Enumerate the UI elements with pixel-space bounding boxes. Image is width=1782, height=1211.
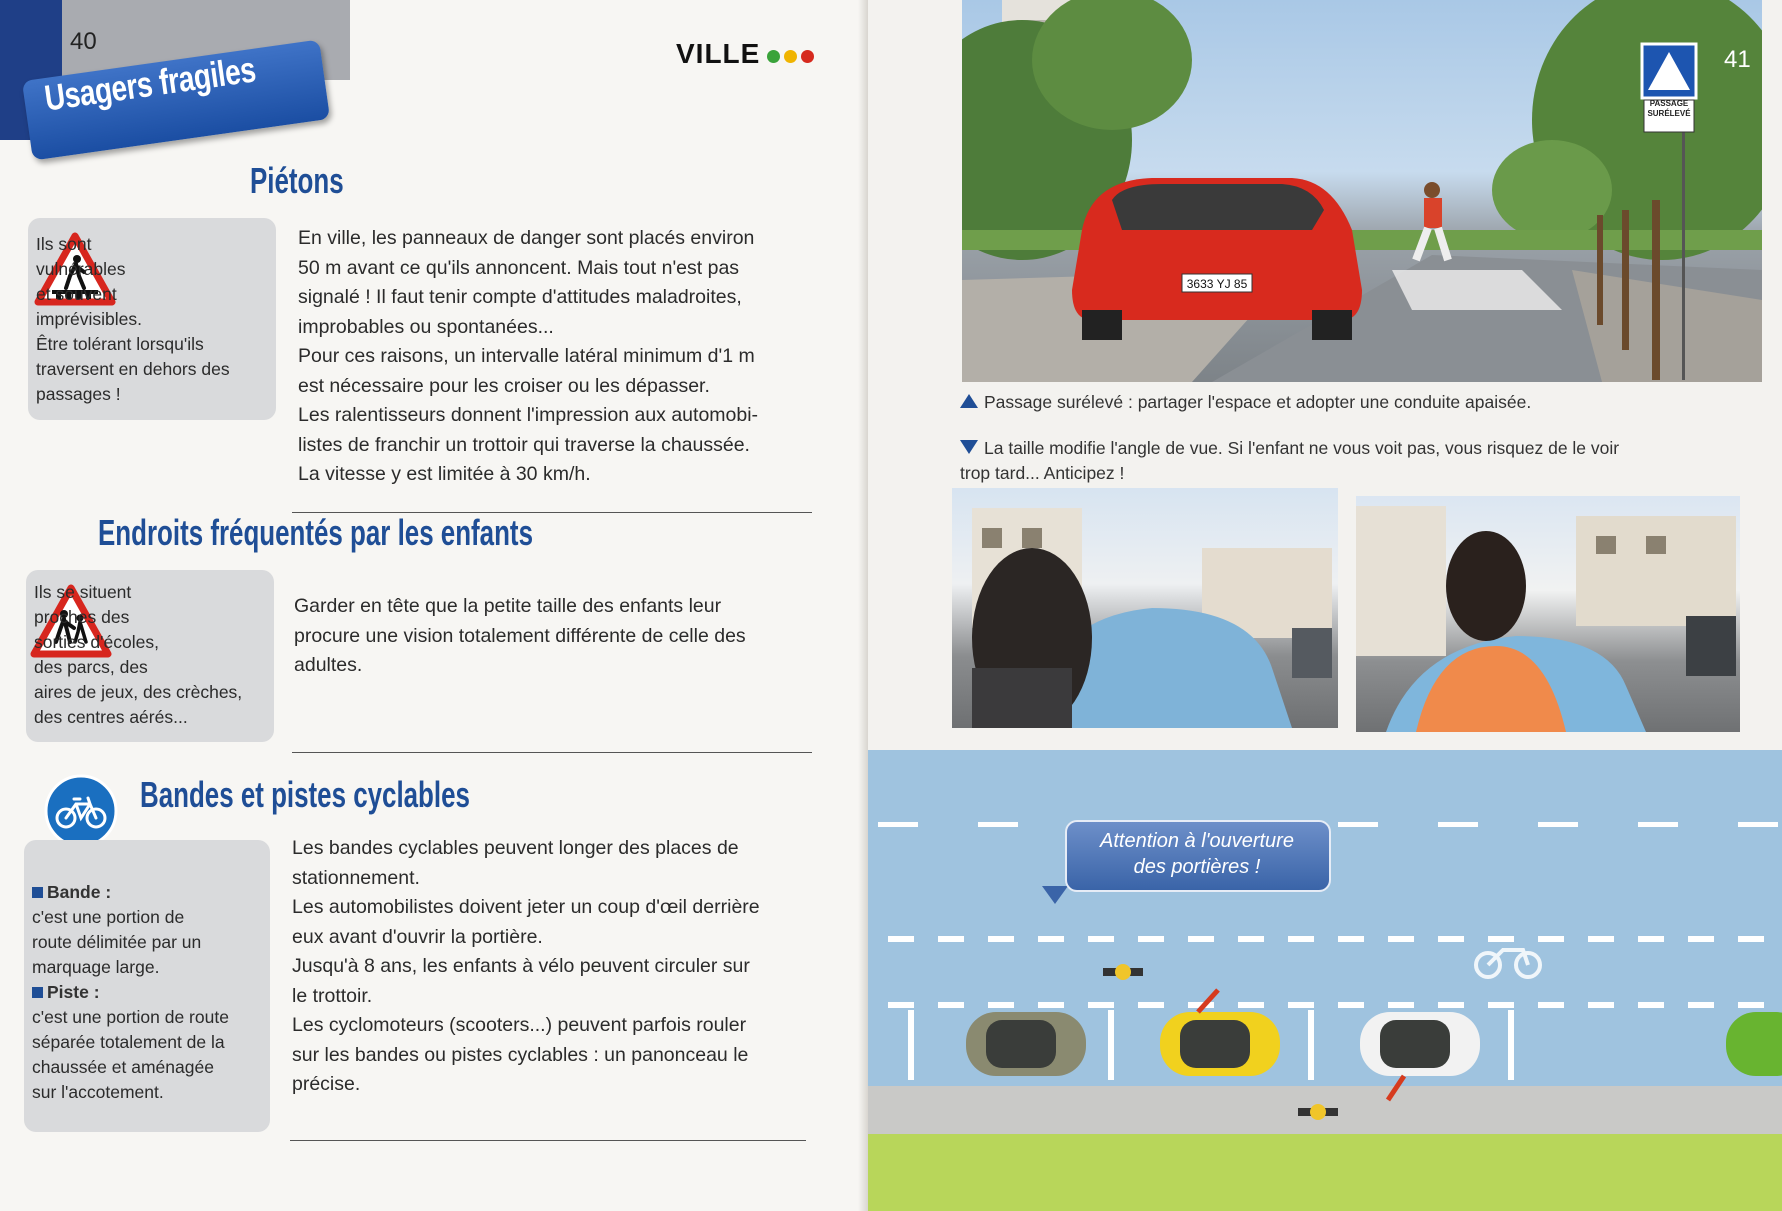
bande-text: c'est une portion de route délimitée par un marquage large. xyxy=(32,907,202,977)
category-dot-orange xyxy=(784,50,797,63)
heading-pietons: Piétons xyxy=(250,160,344,201)
heading-enfants: Endroits fréquentés par les enfants xyxy=(98,512,533,553)
category-dot-red xyxy=(801,50,814,63)
cyclist-top xyxy=(1103,964,1143,980)
cycle-path-sign-icon xyxy=(44,774,118,848)
photo-adult-view xyxy=(1356,496,1740,732)
bubble-pointer-icon xyxy=(1040,886,1070,906)
page-number: 41 xyxy=(1724,46,1751,73)
caption-view-angle xyxy=(960,436,1619,486)
parked-car-green xyxy=(1726,1012,1782,1076)
caption-raised-crossing xyxy=(960,390,1531,415)
sign-text: PASSAGE SURÉLEVÉ xyxy=(1647,99,1691,118)
left-page xyxy=(0,0,868,1211)
enfants-body: Garder en tête que la petite taille des enfants leur procure une vision totalement différente de celle des adultes. xyxy=(294,595,746,676)
bike-lane-diagram-illustration xyxy=(868,750,1782,1211)
category-dot-green xyxy=(767,50,780,63)
photo-raised-crossing-illustration xyxy=(962,0,1762,382)
photo-child-view xyxy=(952,488,1338,728)
right-page xyxy=(868,0,1782,1211)
divider xyxy=(292,752,812,753)
door-warning-text: Attention à l'ouverture des portières ! xyxy=(1100,830,1294,878)
photo-child-view-illustration xyxy=(952,488,1338,728)
heading-cyclables: Bandes et pistes cyclables xyxy=(140,774,470,815)
page-number: 40 xyxy=(70,28,97,55)
bande-label: Bande : xyxy=(47,882,112,902)
parked-car-grey xyxy=(966,1012,1086,1076)
category-label: VILLE xyxy=(676,38,761,69)
cyclables-info-box xyxy=(24,840,270,1132)
triangle-down-icon xyxy=(960,440,978,454)
divider xyxy=(290,1140,806,1141)
pietons-info-box xyxy=(28,218,276,420)
license-plate: 3633 YJ 85 xyxy=(1186,277,1248,291)
pietons-box-content: Ils sont vulnérables et souvent imprévisibles. Être tolérant lorsqu'ils traversent en dehors des passages ! xyxy=(36,234,230,404)
bullet-icon xyxy=(32,987,43,998)
enfants-box-text xyxy=(34,580,242,730)
bike-lane-diagram xyxy=(868,750,1782,1140)
piste-label: Piste : xyxy=(47,982,100,1002)
piste-text: c'est une portion de route séparée totalement de la chaussée et aménagée sur l'accotement. xyxy=(32,1007,229,1102)
cyclables-body: Les bandes cyclables peuvent longer des places de stationnement. Les automobilistes doivent jeter un coup d'œil derrière eux avant d'ouvrir la portière. Jusqu'à 8 ans, les enfants à vélo peuvent circuler sur le trottoir. Les cyclomoteurs (scooters...) peuvent parfois rouler sur les bandes ou pistes cyclables : un panonceau le précise. xyxy=(292,837,760,1095)
triangle-up-icon xyxy=(960,394,978,408)
section-title: Usagers fragiles xyxy=(42,48,258,119)
pietons-box-text xyxy=(36,232,230,407)
bullet-icon xyxy=(32,887,43,898)
caption-2-text: La taille modifie l'angle de vue. Si l'enfant ne vous voit pas, vous risquez de le voir trop tard... Anticipez ! xyxy=(960,438,1620,483)
caption-1-text: Passage surélevé : partager l'espace et adopter une conduite apaisée. xyxy=(984,392,1532,412)
photo-adult-view-illustration xyxy=(1356,496,1740,732)
pietons-body: En ville, les panneaux de danger sont placés environ 50 m avant ce qu'ils annoncent. Mais tout n'est pas signalé ! Il faut tenir compte d'attitudes maladroites, improbables ou spontanées... Pour ces raisons, un intervalle latéral minimum d'1 m est nécessaire pour les croiser ou les dépasser. Les ralentisseurs donnent l'impression aux automobi- listes de franchir un trottoir qui traverse la chaussée. La vitesse y est limitée à 30 km/h. xyxy=(298,227,759,485)
cyclables-box-text xyxy=(32,880,229,1105)
photo-raised-crossing xyxy=(962,0,1762,382)
enfants-info-box xyxy=(26,570,274,742)
enfants-box-content: Ils se situent proches des sorties d'écoles, des parcs, des aires de jeux, des crèches, des centres aérés... xyxy=(34,582,243,727)
